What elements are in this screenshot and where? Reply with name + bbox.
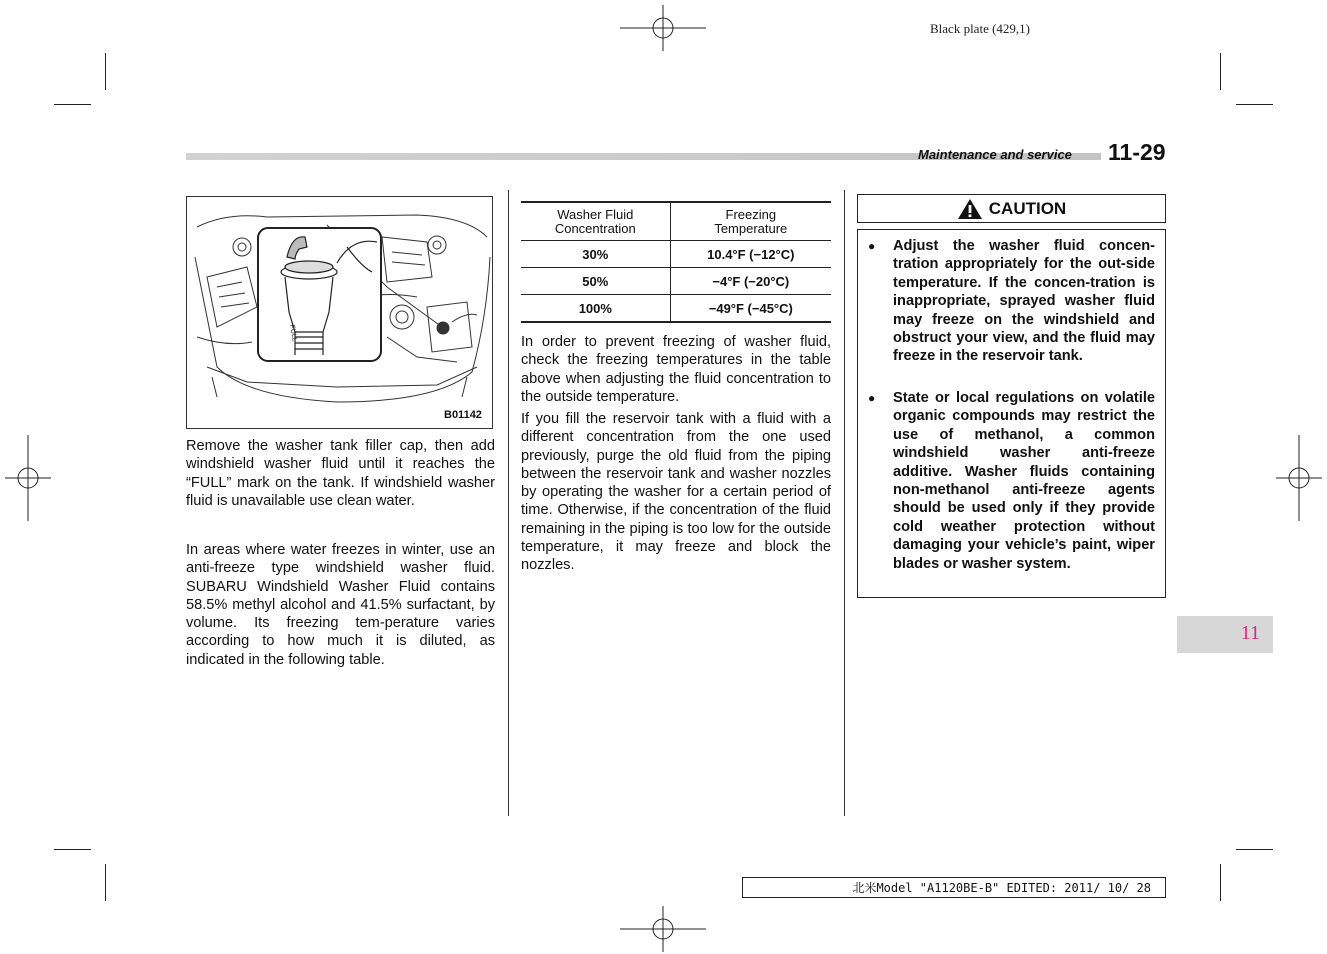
table-row: [521, 268, 831, 295]
paragraph-purge-fluid: If you fill the reservoir tank with a fluid with a different concentration from the one used previously, purge the old fluid from the piping between the reservoir tank and washer nozzles by operating the washer for a certain period of time. Otherwise, if the concentration of the fluid remaining in the piping is too low for the outside temperature, it may freeze and block the nozzles.: [521, 411, 831, 574]
column-divider: [844, 190, 845, 816]
table-cell-concentration: 30%: [521, 241, 670, 268]
caution-title: CAUTION: [988, 198, 1067, 218]
table-row: [521, 295, 831, 323]
edit-info-footer: 北米Model "A1120BE-B" EDITED: 2011/ 10/ 28: [742, 877, 1166, 898]
engine-bay-illustration: [186, 196, 493, 429]
column-divider: [508, 190, 509, 816]
freezing-temperature-table: [521, 201, 831, 323]
chapter-tab-label: 11: [1240, 622, 1260, 644]
table-cell-concentration: 100%: [521, 295, 670, 323]
registration-mark-right: [1276, 435, 1322, 521]
chapter-tab: [1177, 616, 1273, 653]
plate-label: Black plate (429,1): [930, 21, 1030, 36]
caution-item: ● State or local regulations on volatile organic compounds may restrict the use of methanol, a common windshield washer anti-freeze additive. Washer fluids containing non-methanol anti-freeze agents should be used only if they provide cold weather protection without damaging your vehicle’s paint, wiper blades or washer system.: [868, 390, 1155, 572]
table-cell-concentration: 50%: [521, 268, 670, 295]
page-number: 11-29: [1108, 139, 1166, 165]
section-title: Maintenance and service: [918, 147, 1072, 162]
caution-box: [857, 229, 1166, 598]
paragraph-refill: Remove the washer tank filler cap, then add windshield washer fluid until it reaches the “FULL” mark on the tank. If windshield washer fluid is unavailable use clean water.: [186, 438, 495, 509]
table-header-concentration: Washer Fluid Concentration: [521, 202, 670, 241]
table-cell-temperature: 10.4°F (−12°C): [670, 241, 831, 268]
table-row: [521, 241, 831, 268]
table-cell-temperature: −4°F (−20°C): [670, 268, 831, 295]
caution-header: [857, 194, 1166, 223]
bullet-icon: ●: [868, 239, 876, 253]
table-header-temperature: Freezing Temperature: [670, 202, 831, 241]
paragraph-antifreeze: In areas where water freezes in winter, use an anti-freeze type windshield washer fluid. SUBARU Windshield Washer Fluid contains 58.5% methyl alcohol and 41.5% surfactant, by volume. Its freezing tem-perature varies according to how much it is diluted, as indicated in the following table.: [186, 542, 495, 668]
cap-marking: FULL: [288, 324, 298, 343]
registration-mark-top: [620, 5, 706, 51]
bullet-icon: ●: [868, 391, 876, 405]
warning-triangle-icon: [957, 198, 983, 220]
caution-item: ● Adjust the washer fluid concen-tration appropriately for the out-side temperature. If the concen-tration is inappropriate, sprayed washer fluid may freeze on the windshield and obstruct your view, and the fluid may freeze in the reservoir tank.: [868, 238, 1155, 365]
figure-code: B01142: [444, 409, 482, 421]
registration-mark-left: [5, 435, 51, 521]
registration-mark-bottom: [620, 906, 706, 952]
paragraph-check-temperature: In order to prevent freezing of washer fluid, check the freezing temperatures in the table above when adjusting the fluid concentration to the outside temperature.: [521, 334, 831, 405]
table-cell-temperature: −49°F (−45°C): [670, 295, 831, 323]
